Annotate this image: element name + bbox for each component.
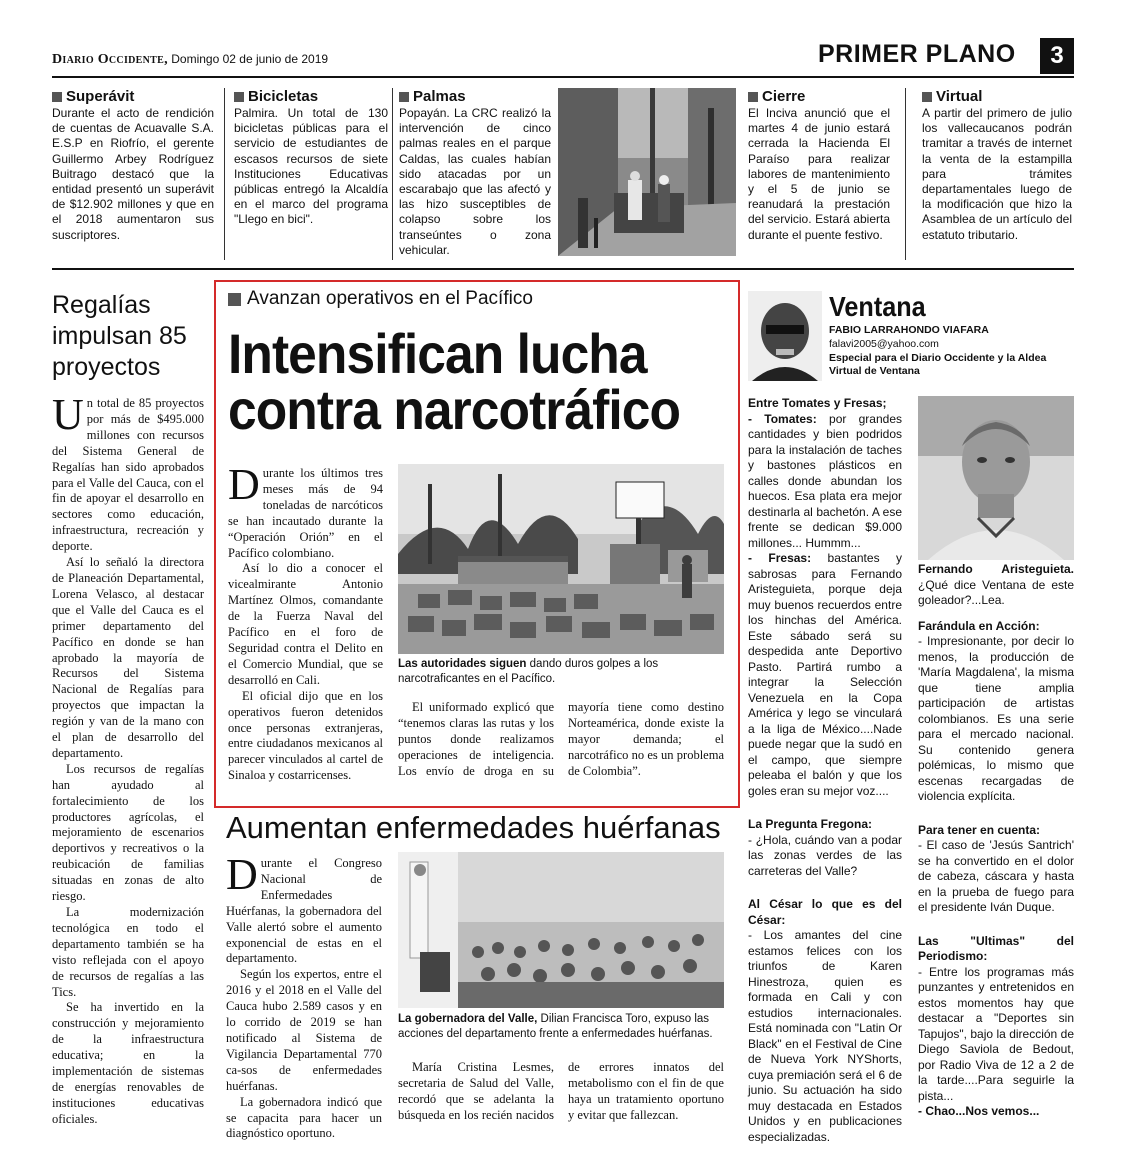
brief-title: Bicicletas <box>248 88 319 105</box>
brief-bicicletas <box>234 88 388 228</box>
regalias-paragraph: n total de 85 proyectos por más de $495.000 millones con recursos del Sistema General de Regalías han sido aprobados para el Valle del Cauca, con el fin de apoyar el desarrollo en sectores como educación, infraestructura, recreación y deporte. <box>52 396 204 554</box>
main-article-col2: El uniformado explicó que “tenemos claras las rutas y los puntos donde realizamos operaciones de inteligencia. Los envío de droga en su mayoría tiene como destino Norteamérica, donde existe la mayor demanda; el narcotráfico no es un problema de Colombia”. <box>398 700 724 778</box>
regalias-paragraph: La modernización tecnológica en todo el departamento también se ha visto reflejada con el apoyo de recursos de regalías a las Tics. <box>52 905 204 999</box>
footballer-portrait <box>918 396 1074 560</box>
brief-title: Superávit <box>66 88 135 105</box>
seized-drugs-photo <box>398 464 724 654</box>
brief-text: Palmira. Un total de 130 bicicletas públicas para el servicio de estudiantes de escasos recursos de siete Instituciones Educativas públicas entregó la Alcaldía en el marco del programa "Llego en bici". <box>234 106 388 227</box>
footballer-caption: Fernando Aristeguieta. ¿Qué dice Ventana de este goleador?...Lea. <box>918 562 1074 607</box>
column-divider <box>905 88 906 260</box>
huerfanas-headline: Aumentan enfermedades huérfanas <box>226 810 721 845</box>
regalias-headline: Regalías impulsan 85 proyectos <box>52 291 187 381</box>
brief-cierre <box>748 88 890 243</box>
huerfanas-photo-caption: La gobernadora del Valle, Dilian Francisca Toro, expuso las acciones del departamento frente a enfermedades huérfanas. <box>398 1013 713 1040</box>
drop-cap: U <box>52 390 84 439</box>
bullet-square-icon <box>399 92 409 102</box>
bullet-square-icon <box>228 293 241 306</box>
brief-text: Durante el acto de rendición de cuentas de Acuavalle S.A. E.S.P en Riofrío, el gerente Guillermo Arbey Rodríguez Buitrago destacó que la entidad presentó un superávit de $12.902 millones y que en el 2018 aumentaron sus suscriptores. <box>52 106 214 242</box>
kicker-text: Avanzan operativos en el Pacífico <box>247 288 533 309</box>
column-divider <box>392 88 393 260</box>
columnist-credit: Especial para el Diario Occidente y la Aldea Virtual de Ventana <box>829 352 1047 377</box>
congress-audience-photo <box>398 852 724 1008</box>
drop-cap: D <box>226 850 258 899</box>
brief-text: Popayán. La CRC realizó la intervención de cinco palmas reales en el parque Caldas, las cuales habían sido atacadas por un escarabajo que las afectó y las hizo susceptibles de colapso sobre los transeúntes o zona vehicular. <box>399 106 551 257</box>
masthead <box>52 52 328 68</box>
brief-superavit <box>52 88 214 243</box>
bullet-square-icon <box>748 92 758 102</box>
brief-text: El Inciva anunció que el martes 4 de junio estará cerrada la Hacienda El Paraíso para realizar labores de mantenimiento y el 5 de junio se reanudará la prestación del servicio. Estará abierta durante el puente festivo. <box>748 106 890 242</box>
columnist-portrait <box>748 291 822 381</box>
columnist-name: FABIO LARRAHONDO VIAFARA <box>829 324 989 336</box>
brief-title: Virtual <box>936 88 983 105</box>
brief-title: Cierre <box>762 88 806 105</box>
ventana-col1: Entre Tomates y Fresas; - Tomates: por grandes cantidades y bien podridos para la instalación de taches y bastones plásticos en calles donde abundan los huecos. Esa plata era mejor destinarla al bachetón. A ese frente se dedican $9.000 millones... Hummm... - Fresas: bastantes y sabrosas para Fernando Aristeguieta, porque deja muy buenos recuerdos entre los hinchas del América. Este sábado será su despedida ante Deportivo Pasto. Partirá rumbo a integrar la Selección Venezuela en la Copa América y lego se vinculará a la liga de México....Nade puede negar que la sudó en el campo, que siempre peleaba el balón y que los goles eran su mejor voz.... La Pregunta Fregona: - ¿Hola, cuándo van a podar las zonas verdes de las carreteras del Valle? Al César lo que es del César: - Los amantes del cine estamos felices con los triunfos de Karen Hinestroza, quien es formada en Cali y con estudios internacionales. Está nominada con "Latin Or Black" en el Festival de Cine de Nueva York NYShorts, cuya premiación será el 6 de junio. Su actuación ha sido muy destacada en Estados Unidos y en publicaciones especializadas. <box>748 396 902 1144</box>
ventana-title: Ventana <box>829 291 926 322</box>
main-headline: Intensifican lucha contra narcotráfico <box>228 322 681 441</box>
main-article-col1: Durante los últimos tres meses más de 94 toneladas de narcóticos se han incautado durante la “Operación Orión” en el Pacífico colombiano. Así lo dio a conocer el vicealmirante Antonio Martínez Olmos, comandante de la Fuerza Naval del Pacífico en el foro de Seguridad contra el Delito en el Comercio Mundial, que se desarrolló en Cali. El oficial dijo que en los operativos fueron detenidos once personas extranjeras, entre ciudadanos mexicanos al parecer vinculados al cartel de Sinaloa y costarricenses. <box>228 460 383 783</box>
bullet-square-icon <box>52 92 62 102</box>
ventana-col2: Fernando Aristeguieta. ¿Qué dice Ventana de este goleador?...Lea. Farándula en Acción: - Impresionante, por decir lo menos, la producción de 'María Magdalena', la misma que tiene amplia participación de artistas colombianos. Es una serie para el mercado nacional. Su contenido genera polémicas, lo mismo que escenas recargadas de violencia explícita. Para tener en cuenta: - El caso de 'Jesús Santrich' se ha convertido en el dolor de cabeza, cáscara y hasta en la prueba de fuego para el presidente Iván Duque. Las "Ultimas" del Periodismo: - Entre los programas más punzantes y entretenidos en estos momentos hay que destacar a "Deportes sin Tapujos", bajo la dirección de Diego Saviola de Bedout, por Radio Viva de 12 a 2 de la tarde....Para seguirle la pista... - Chao...Nos vemos... <box>918 562 1074 1118</box>
section-title: PRIMER PLANO <box>818 40 1016 68</box>
drop-cap: D <box>228 460 260 509</box>
regalias-paragraph: Se ha invertido en la construcción y mejoramiento de la infraestructura educativa; en la implementación de sistemas de energías renovables de instituciones educativas oficiales. <box>52 1000 204 1126</box>
issue-date: Domingo 02 de junio de 2019 <box>171 52 329 66</box>
main-photo-caption: Las autoridades siguen dando duros golpes a los narcotraficantes en el Pacífico. <box>398 658 659 685</box>
brief-title: Palmas <box>413 88 466 105</box>
regalias-paragraph: Los recursos de regalías han ayudado al fortalecimiento de los productores agrícolas, el mejoramiento de escenarios deportivos y recreativos o la reubicación de familias situadas en zonas de alto riesgo. <box>52 761 204 904</box>
regalias-article <box>52 390 204 1128</box>
bullet-square-icon <box>234 92 244 102</box>
briefs-rule <box>52 268 1074 270</box>
brief-palmas <box>399 88 551 258</box>
huerfanas-article-col1: Durante el Congreso Nacional de Enfermedades Huérfanas, la gobernadora del Valle alertó sobre el aumento exponencial de estas en el departamento. Según los expertos, entre el 2016 y el 2018 en el Valle del Cauca hubo 2.589 casos y en lo corrido de 2019 se han notificado al Sistema de Vigilancia Departamental 770 ca-sos de enfermedades huérfanas. La gobernadora indicó que se capacita para hacer un diagnóstico oportuno. <box>226 850 382 1141</box>
story-kicker <box>228 288 533 310</box>
header-rule <box>52 76 1074 78</box>
brief-text: A partir del primero de julio los vallecaucanos podrán tramitar a través de internet la venta de la estampilla para trámites departamentales luego de la modificación que hizo la Asamblea de un artículo del estatuto tributario. <box>922 106 1072 242</box>
columnist-email: falavi2005@yahoo.com <box>829 338 939 350</box>
brief-virtual <box>922 88 1072 243</box>
bullet-square-icon <box>922 92 932 102</box>
huerfanas-article-col2: María Cristina Lesmes, secretaria de Salud del Valle, recordó que se adelanta la búsqueda en los recién nacidos de errores innatos del metabolismo con el fin de que haya un tratamiento oportuno y evitar que fallezcan. <box>398 1060 724 1122</box>
regalias-paragraph: Así lo señaló la directora de Planeación Departamental, Lorena Velasco, al destacar que el Valle del Cauca es el primer departamento del Pacífico en donde se han aprobado la mayoría de Recursos del Sistema Nacional de Regalías para proyectos que impactan la región y van de la mano con el plan de desarrollo del departamento. <box>52 555 204 760</box>
column-divider <box>224 88 225 260</box>
newspaper-name: Diario Occidente, <box>52 52 168 67</box>
park-palms-photo <box>558 88 736 256</box>
page-number: 3 <box>1040 38 1074 74</box>
